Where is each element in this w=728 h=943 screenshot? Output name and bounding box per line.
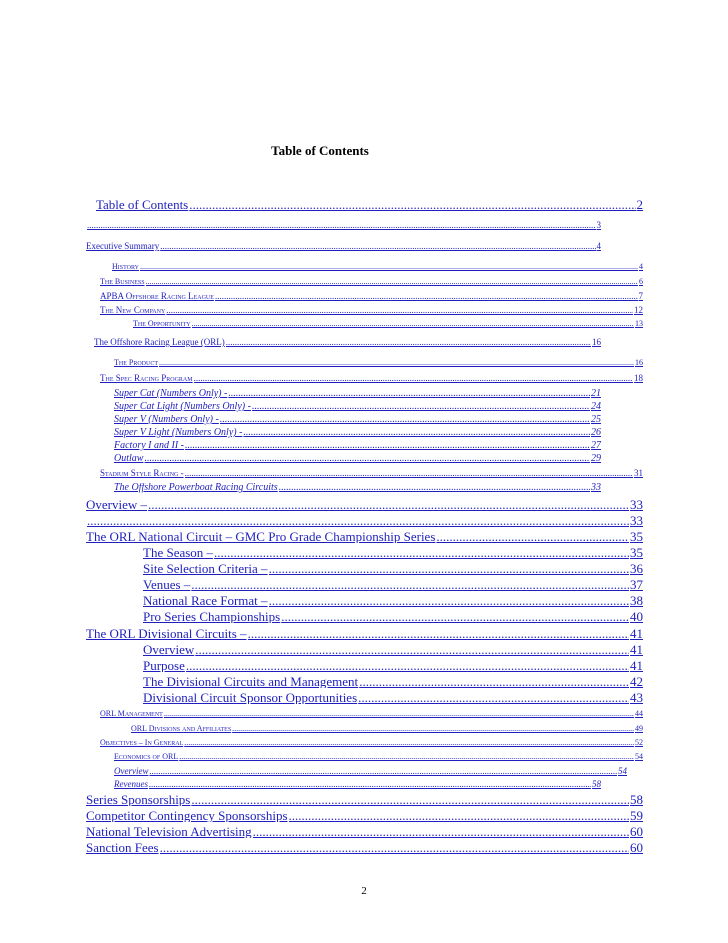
toc-entry-divisional-circuit-sponsor-opportunities[interactable]: Divisional Circuit Sponsor Opportunities ..... 43 xyxy=(143,691,643,704)
toc-entry-table-of-contents[interactable]: Table of Contents ..... 2 xyxy=(86,198,643,211)
toc-entry-the-new-company[interactable]: The New Company ..... 12 xyxy=(100,306,643,315)
toc-entry-revenues[interactable]: Revenues ..... 58 xyxy=(114,780,601,789)
toc-entry-super-v-light[interactable]: Super V Light (Numbers Only) - ..... 26 xyxy=(114,428,601,438)
toc-entry-the-business[interactable]: The Business ..... 6 xyxy=(100,278,643,286)
toc-entry-national-race-format[interactable]: National Race Format – ..... 38 xyxy=(143,594,643,607)
toc-entry-super-cat-light[interactable]: Super Cat Light (Numbers Only) - ..... 24 xyxy=(114,402,601,412)
toc-entry-outlaw[interactable]: Outlaw ..... 29 xyxy=(114,454,601,464)
toc-entry-divisional-overview[interactable]: Overview ..... 41 xyxy=(143,643,643,656)
toc-entry-the-product[interactable]: The Product ..... 16 xyxy=(114,359,643,367)
toc-entry-untitled-2[interactable]: ..... 33 xyxy=(86,514,643,527)
toc-entry-executive-summary[interactable]: Executive Summary ..... 4 xyxy=(86,242,601,251)
toc-entry-offshore-powerboat-racing-circuits[interactable]: The Offshore Powerboat Racing Circuits ..... 33 xyxy=(114,483,601,493)
toc-entry-orl-national-circuit[interactable]: The ORL National Circuit – GMC Pro Grade Championship Series ..... 35 xyxy=(86,530,643,543)
toc-entry-history[interactable]: History ..... 4 xyxy=(112,263,643,271)
toc-entry-orl-divisions-and-affiliates[interactable]: ORL Divisions and Affiliates ..... 49 xyxy=(118,725,643,733)
toc-entry-factory-i-and-ii[interactable]: Factory I and II - ..... 27 xyxy=(114,441,601,451)
toc-entry-orl-divisional-circuits[interactable]: The ORL Divisional Circuits – ..... 41 xyxy=(86,627,643,640)
toc-entry-super-cat[interactable]: Super Cat (Numbers Only) - ..... 21 xyxy=(114,389,601,399)
toc-entry-national-television-advertising[interactable]: National Television Advertising ..... 60 xyxy=(86,825,643,838)
toc-entry-untitled[interactable]: ..... 3 xyxy=(86,221,601,230)
toc-entry-economics-overview[interactable]: Overview ..... 54 xyxy=(114,767,627,776)
toc-entry-site-selection-criteria[interactable]: Site Selection Criteria – ..... 36 xyxy=(143,562,643,575)
toc-entry-venues[interactable]: Venues – ..... 37 xyxy=(143,578,643,591)
toc-entry-the-opportunity[interactable]: The Opportunity ..... 13 xyxy=(133,320,643,328)
toc-entry-overview[interactable]: Overview – ..... 33 xyxy=(86,498,643,511)
toc-entry-apba-offshore-racing-league[interactable]: APBA Offshore Racing League ..... 7 xyxy=(100,292,643,301)
toc-entry-purpose[interactable]: Purpose ..... 41 xyxy=(143,659,643,672)
toc-entry-the-offshore-racing-league[interactable]: The Offshore Racing League (ORL) ..... 16 xyxy=(86,338,601,347)
toc-entry-divisional-circuits-and-management[interactable]: The Divisional Circuits and Management ..... 42 xyxy=(143,675,643,688)
toc-entry-sanction-fees[interactable]: Sanction Fees ..... 60 xyxy=(86,841,643,854)
toc-entry-series-sponsorships[interactable]: Series Sponsorships ..... 58 xyxy=(86,793,643,806)
toc-entry-stadium-style-racing[interactable]: Stadium Style Racing - ..... 31 xyxy=(100,469,643,478)
page-title: Table of Contents xyxy=(271,143,369,158)
toc-entry-the-spec-racing-program[interactable]: The Spec Racing Program ..... 18 xyxy=(100,374,643,383)
toc-entry-pro-series-championships[interactable]: Pro Series Championships ..... 40 xyxy=(143,610,643,623)
toc-entry-economics-of-orl[interactable]: Economics of ORL ..... 54 xyxy=(114,753,643,761)
page-number: 2 xyxy=(361,885,367,897)
toc-entry-super-v[interactable]: Super V (Numbers Only) - ..... 25 xyxy=(114,415,601,425)
toc-entry-the-season[interactable]: The Season – ..... 35 xyxy=(143,546,643,559)
toc-entry-objectives-in-general[interactable]: Objectives – In General ..... 52 xyxy=(100,739,643,747)
toc-entry-orl-management[interactable]: ORL Management ..... 44 xyxy=(100,710,643,718)
toc-entry-competitor-contingency-sponsorships[interactable]: Competitor Contingency Sponsorships ..... 59 xyxy=(86,809,643,822)
